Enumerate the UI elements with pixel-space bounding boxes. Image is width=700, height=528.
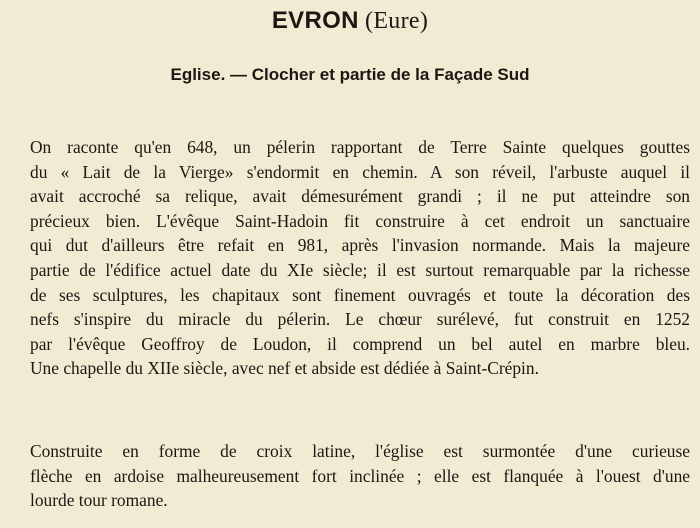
page-subtitle: Eglise. — Clocher et partie de la Façade Sud [170,65,530,84]
paragraph-line: lourde tour romane. [30,490,168,511]
paragraph-2 [30,439,690,513]
paragraph-line: de ses sculptures, les chapitaux sont finement ouvragés et toute la décoration des [30,284,690,305]
paragraph-line: nefs s'inspire du miracle du pélerin. Le chœur surélevé, fut construit en 1252 [30,309,690,330]
paragraph-line: par l'évêque Geoffroy de Loudon, il comprend un bel autel en marbre bleu. [30,333,690,354]
paragraph-line: avait accroché sa relique, avait démesurément grandi ; il ne put atteindre son [30,186,690,207]
paragraph-line: On raconte qu'en 648, un pélerin rapportant de Terre Sainte quelques gouttes [30,137,690,157]
paragraph-line: qui dut d'ailleurs être refait en 981, après l'invasion normande. Mais la majeure [30,235,690,256]
paragraph-1 [30,135,690,381]
title-region: (Eure) [365,8,429,34]
paragraph-line: partie de l'édifice actuel date du XIe siècle; il est surtout remarquable par la richesse [30,259,690,280]
paragraph-line: du « Lait de la Vierge» s'endormit en chemin. A son réveil, l'arbuste auquel il [30,161,690,182]
paragraph-line: Une chapelle du XIIe siècle, avec nef et abside est dédiée à Saint-Crépin. [30,358,539,379]
paragraph-line: Construite en forme de croix latine, l'église est surmontée d'une curieuse [30,441,690,461]
page-title [0,6,700,36]
paragraph-line: précieux bien. L'évêque Saint-Hadoin fit construire à cet endroit un sanctuaire [30,210,690,231]
paragraph-line: flèche en ardoise malheureusement fort inclinée ; elle est flanquée à l'ouest d'une [30,465,690,486]
title-town: EVRON [271,7,359,34]
